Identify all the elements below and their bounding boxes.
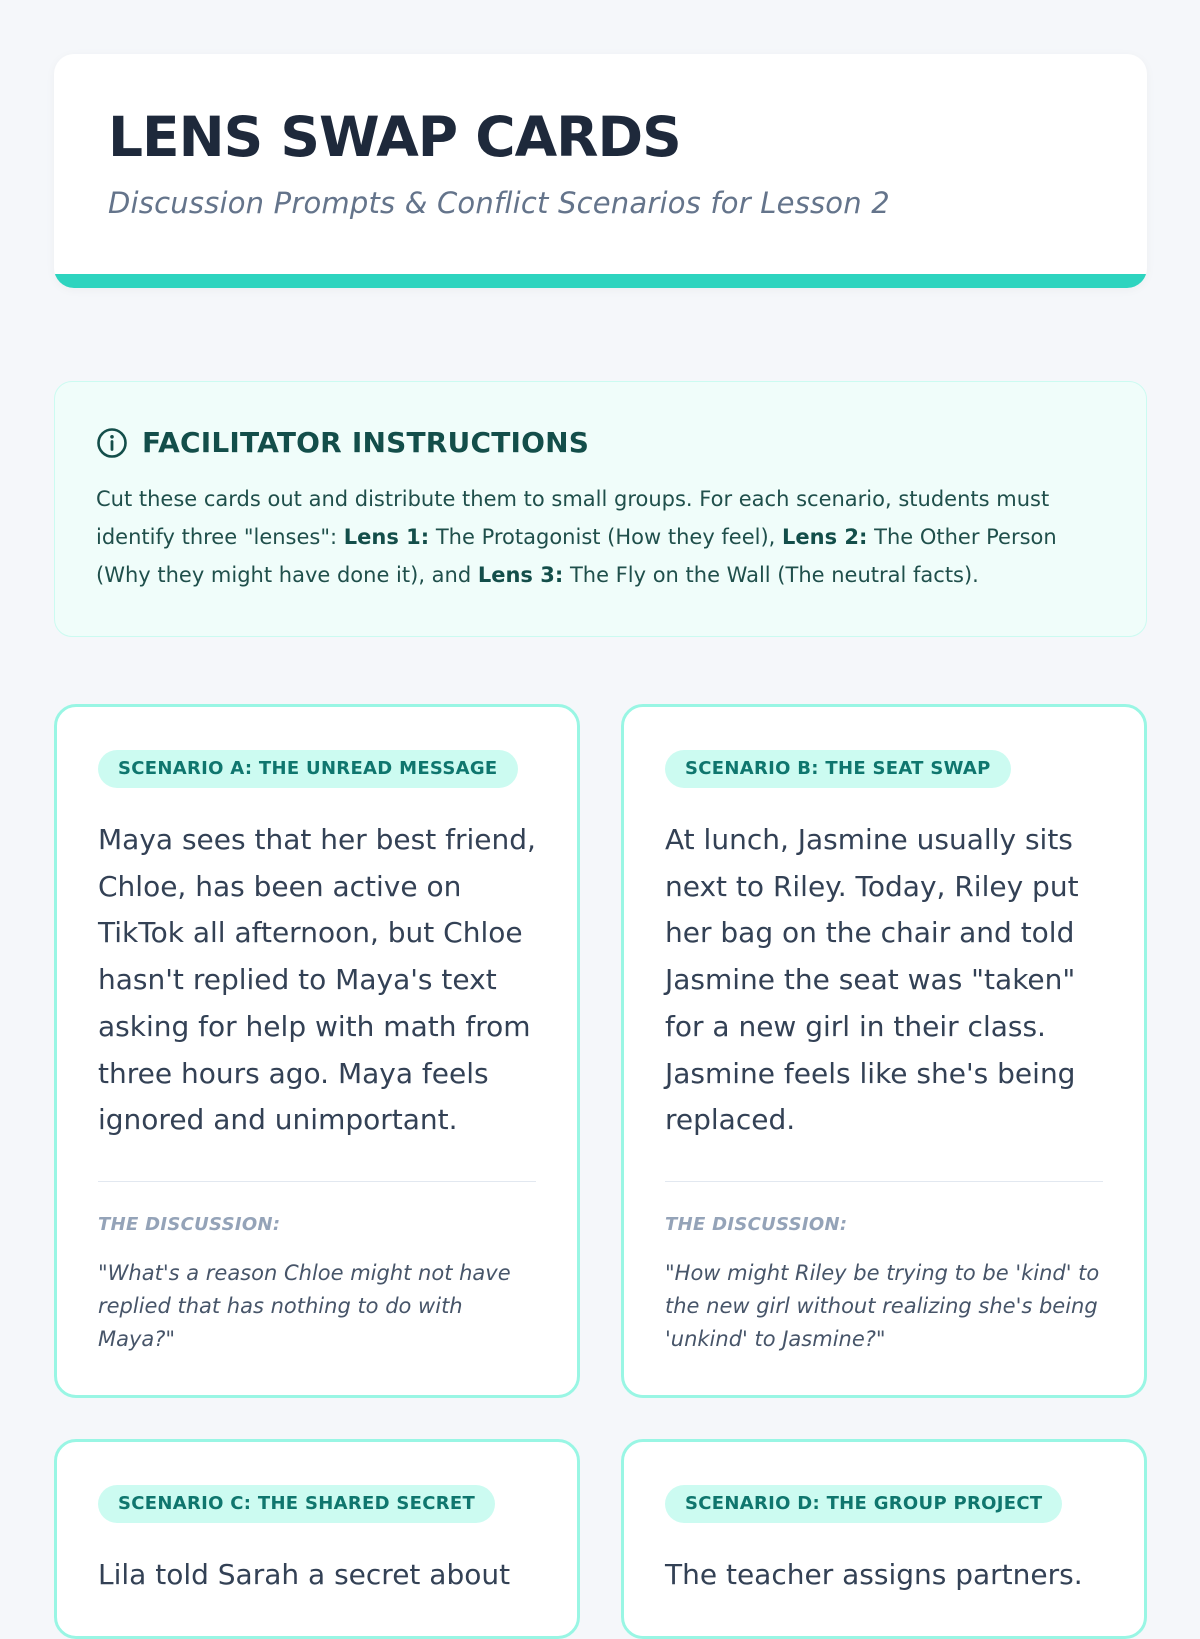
scenario-tag: SCENARIO C: THE SHARED SECRET (98, 1485, 495, 1523)
scenario-tag: SCENARIO B: THE SEAT SWAP (665, 750, 1011, 788)
discussion-label: THE DISCUSSION: (665, 1214, 848, 1235)
info-icon (96, 427, 128, 459)
scenario-card-c (54, 1439, 580, 1639)
card-divider (98, 1181, 536, 1182)
scenario-tag: SCENARIO A: THE UNREAD MESSAGE (98, 750, 518, 788)
scenario-story: Lila told Sarah a secret about (98, 1558, 511, 1591)
lens-2-text: The Other Person (Why they might have done it), and (96, 525, 1057, 587)
lens-1-text: The Protagonist (How they feel), (429, 525, 783, 549)
lens-3-text: The Fly on the Wall (The neutral facts). (563, 563, 979, 587)
page-title: LENS SWAP CARDS (108, 105, 681, 169)
instructions-title: FACILITATOR INSTRUCTIONS (142, 426, 590, 459)
lens-3-label: Lens 3: (477, 563, 564, 587)
scenario-card-d (621, 1439, 1147, 1639)
discussion-label: THE DISCUSSION: (98, 1214, 281, 1235)
scenario-story: At lunch, Jasmine usually sits next to Riley. Today, Riley put her bag on the chair and told Jasmine the seat was "taken" for a new girl in their class. Jasmine feels like she's being replaced. (665, 823, 1079, 1137)
card-divider (665, 1181, 1103, 1182)
lens-1-label: Lens 1: (343, 525, 430, 549)
page-subtitle: Discussion Prompts & Conflict Scenarios for Lesson 2 (108, 186, 890, 220)
instructions-heading (96, 426, 1106, 459)
instructions-text (96, 480, 1106, 594)
scenario-card-b (621, 704, 1147, 1398)
scenario-story: The teacher assigns partners. (665, 1558, 1083, 1591)
scenario-card-a (54, 704, 580, 1398)
scenario-tag: SCENARIO D: THE GROUP PROJECT (665, 1485, 1062, 1523)
lens-2-label: Lens 2: (782, 525, 868, 549)
discussion-prompt: "What's a reason Chloe might not have replied that has nothing to do with Maya?" (98, 1261, 511, 1351)
header-card (54, 54, 1147, 288)
facilitator-instructions (54, 381, 1147, 637)
discussion-prompt: "How might Riley be trying to be 'kind' to the new girl without realizing she's being 'unkind' to Jasmine?" (665, 1261, 1100, 1351)
instructions-intro: Cut these cards out and distribute them to small groups. For each scenario, students must identify three "lenses": (96, 487, 1050, 549)
scenario-story: Maya sees that her best friend, Chloe, has been active on TikTok all afternoon, but Chloe hasn't replied to Maya's text asking for help with math from three hours ago. Maya feels ignored and unimportant. (98, 823, 536, 1137)
